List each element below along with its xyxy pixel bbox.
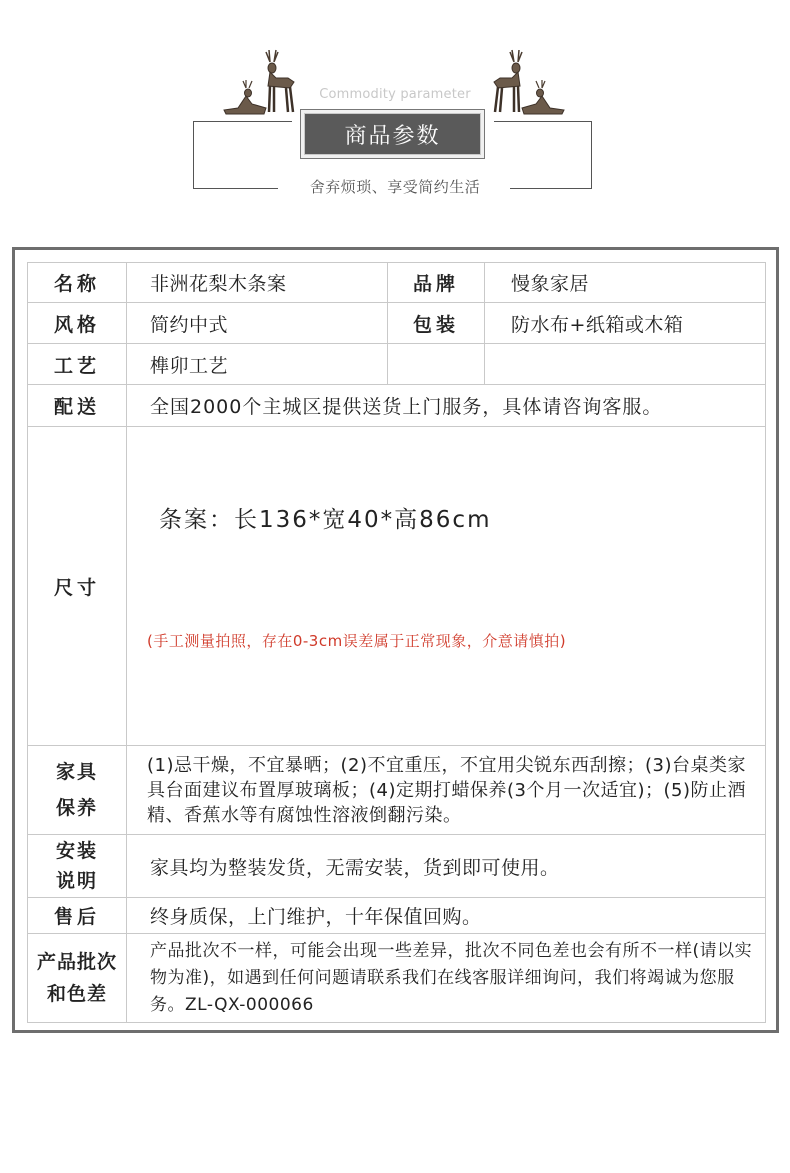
name-label: 名称: [28, 263, 127, 303]
craft-label: 工艺: [28, 344, 127, 385]
table-row: [28, 934, 766, 1023]
table-row: [28, 835, 766, 898]
size-note: (手工测量拍照，存在0-3cm误差属于正常现象，介意请慎拍): [147, 632, 567, 650]
batch-label-line2: 和色差: [46, 983, 107, 1005]
delivery-value: 全国2000个主城区提供送货上门服务，具体请咨询客服。: [127, 385, 766, 427]
batch-label: [28, 934, 127, 1023]
style-label: 风格: [28, 303, 127, 344]
install-label-line2: 说明: [55, 870, 98, 892]
aftersale-value: 终身质保，上门维护，十年保值回购。: [127, 898, 766, 934]
care-label-line2: 保养: [55, 797, 98, 819]
deer-statue-right-icon: [480, 48, 570, 118]
brand-label: 品牌: [388, 263, 485, 303]
empty-cell: [388, 344, 485, 385]
spec-table: [27, 262, 766, 1023]
package-label: 包装: [388, 303, 485, 344]
batch-value: 产品批次不一样，可能会出现一些差异，批次不同色差也会有所不一样(请以实物为准)，如遇到任何问题请联系我们在线客服详细询问，我们将竭诚为您服务。ZL-QX-000066: [127, 934, 766, 1023]
table-row: [28, 746, 766, 835]
section-title: 商品参数: [304, 113, 481, 155]
install-label-line1: 安装: [55, 840, 98, 862]
table-row: [28, 427, 766, 746]
size-value: 条案：长136*宽40*高86cm: [159, 507, 492, 533]
style-value: 简约中式: [127, 303, 388, 344]
craft-value: 榫卯工艺: [127, 344, 388, 385]
table-row: [28, 385, 766, 427]
table-row: [28, 303, 766, 344]
table-row: [28, 263, 766, 303]
delivery-label: 配送: [28, 385, 127, 427]
commodity-parameter-header: [0, 0, 790, 210]
empty-cell: [485, 344, 766, 385]
care-label-line1: 家具: [55, 761, 98, 783]
name-value: 非洲花梨木条案: [127, 263, 388, 303]
care-value: (1)忌干燥，不宜暴晒；(2)不宜重压，不宜用尖锐东西刮擦；(3)台桌类家具台面建议布置厚玻璃板；(4)定期打蜡保养(3个月一次适宜)；(5)防止酒精、香蕉水等有腐蚀性溶液倒翻污染。: [127, 746, 766, 835]
slogan: 舍弃烦琐、享受简约生活: [309, 178, 481, 196]
install-value: 家具均为整装发货，无需安装，货到即可使用。: [127, 835, 766, 898]
aftersale-label: 售后: [28, 898, 127, 934]
size-cell: [127, 427, 766, 746]
brand-value: 慢象家居: [485, 263, 766, 303]
section-title-box: [300, 109, 485, 159]
install-label: [28, 835, 127, 898]
table-row: [28, 898, 766, 934]
batch-label-line1: 产品批次: [36, 951, 117, 973]
package-value: 防水布+纸箱或木箱: [485, 303, 766, 344]
table-row: [28, 344, 766, 385]
deer-statue-left-icon: [218, 48, 308, 118]
size-label: 尺寸: [28, 427, 127, 746]
english-subtitle: Commodity parameter: [319, 87, 471, 102]
care-label: [28, 746, 127, 835]
